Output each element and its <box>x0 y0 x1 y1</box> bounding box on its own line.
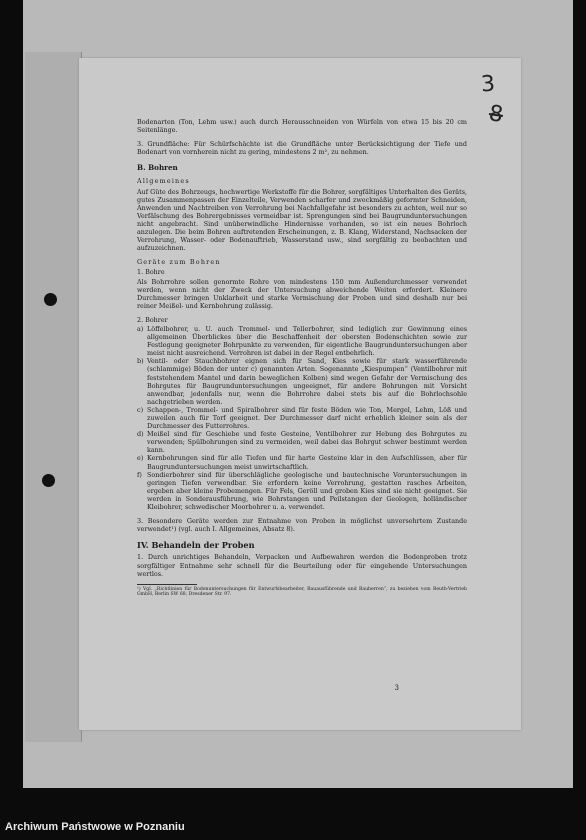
list-item: d) Meißel sind für Geschiebe und feste Gesteine, Ventilbohrer zur Hebung des Bohrgutes zu verwenden; Spülbohrungen sind zu vermeiden, weil dabei das Bohrgut schwer bestimmt werden kann. <box>137 430 467 455</box>
grundflaeche-paragraph: 3. Grundfläche: Für Schürfschächte ist die Grundfläche unter Berücksichtigung der Tiefe und Bodenart von vornherein nicht zu gering, mindestens 2 m², zu nehmen. <box>137 140 467 157</box>
list-item: c) Schappen-, Trommel- und Spiralbohrer sind für feste Böden wie Ton, Mergel, Lehm, Löß und zuweilen auch für Torf geeignet. Der Durchmesser darf nicht erheblich kleiner sein als der Durchmesser des Futterrohres. <box>137 405 467 431</box>
allgemeines-paragraph: Auf Güte des Bohrzeugs, hochwertige Werkstoffe für die Bohrer, sorgfältiges Unterhalten des Geräts, gutes Zusammenpassen der Einzelteile, Verwenden scharfer und zweckmäßig geformter Schneiden, Anwenden und Nachtreiben von Verrohrung bei Nachfallgefahr ist besonders zu achten, weil nur so Verfälschung des Bohrergebnisses vermeidbar ist. Sprengungen sind bei Baugrunduntersuchungen nicht angebracht. Sind unüberwindliche Hindernisse vorhanden, so ist ein neues Bohrloch anzulegen. Die beim Bohren auftretenden Erscheinungen, z. B. Klang, Widerstand, Nachsacken der Verrohrung, Wasser- oder Bodenauftrieb, Wasserstand usw., sind sorgfältig zu beobachten und aufzuzeichnen. <box>137 187 467 253</box>
list-item: e) Kernbohrungen sind für alle Tiefen und für harte Gesteine klar in den Aufschlüssen, aber für Baugrunduntersuchungen meist unwirtschaftlich. <box>137 454 467 471</box>
punch-hole <box>44 293 57 306</box>
list-item: f) Sondierbohrer sind für überschlägliche geologische und bautechnische Voruntersuchungen in geringen Tiefen verwendbar. Sie erfordern keine Verrohrung, gestatten rasches Arbeiten, ergeben aber kleine Probemengen. Für Fels, Geröll und groben Kies sind sie nicht geeignet. Sie werden in Sonderausführung, wie Bohrstangen und Peilstangen der Geologen, holländischer Kleibohrer, schwedischer Moorbohrer u. a. verwendet. <box>137 470 467 512</box>
bohre-paragraph: Als Bohrrohre sollen genormte Rohre von mindestens 150 mm Außendurchmesser verwendet werden, wenn nicht der Zweck der Untersuchung abweichende Weiten erfordert. Kleinere Durchmesser bringen Unklarheit und starke Vermischung der Proben und sind deshalb nur bei reiner Meißel- und Kernbohrung zulässig. <box>137 277 467 310</box>
section-iv-title: IV. Behandeln der Proben <box>137 540 255 551</box>
document-body <box>137 118 467 604</box>
section-b-title: B. Bohren <box>137 163 178 173</box>
besondere-paragraph: 3. Besondere Geräte werden zur Entnahme von Proben in möglichst unversehrtem Zustande verwendet¹) (vgl. auch I. Allgemeines, Absatz 8). <box>137 517 467 534</box>
punch-hole <box>42 474 55 487</box>
folder-edge <box>25 52 82 742</box>
list-item: b) Ventil- oder Stauchbohrer eignen sich für Sand, Kies sowie für stark wasserführende (schlammige) Böden der unter c) genannten Arten. Sogenannte „Kiespumpen“ (Ventilbohrer mit feststehendem Mantel und darin beweglichen Kolben) sind wegen Gefahr der Vermischung des Bohrgutes für Baugrunduntersuchungen ungeeignet, für andere Bohrungen mit Vorsicht anwendbar, jedenfalls nur, wenn die Bohrrohre dabei stets bis auf die Bohrlochsohle nachgetrieben werden. <box>137 357 467 406</box>
footnote: ¹) Vgl. „Richtlinien für Bodenuntersuchungen für Entwurfsbearbeiter, Bauausführende und Bauherren“, zu beziehen vom Beuth-Vertrieb GmbH, Berlin SW 68, Dresdener Str. 97. <box>137 586 467 598</box>
handwritten-page-number: 3 <box>480 71 496 98</box>
footnote-rule <box>137 584 197 585</box>
document-page <box>79 58 521 730</box>
geraete-title: Geräte zum Bohren <box>137 258 221 267</box>
list-item: a) Löffelbohrer, u. U. auch Trommel- und Tellerbohrer, sind lediglich zur Gewinnung eines allgemeinen Überblickes über die Beschaffenheit der obersten Bodenschichten sowie zur Festlegung geeigneter Bohrpunkte zu verwenden, für eigentliche Baugrunduntersuchungen aber meist nicht ausreichend. Verrohren ist dabei in der Regel entbehrlich. <box>137 324 467 358</box>
handwritten-struck-number: 8 <box>487 101 505 128</box>
bohrer-title: 2. Bohrer <box>137 315 168 324</box>
intro-paragraph: Bodenarten (Ton, Lehm usw.) auch durch Herausschneiden von Würfeln von etwa 15 bis 20 cm Seitenlänge. <box>137 118 467 135</box>
section-iv-paragraph: 1. Durch unrichtiges Behandeln, Verpacken und Aufbewahren werden die Bodenproben trotz sorgfältiger Entnahme sehr schnell für die Beurteilung oder für eingehende Untersuchungen wertlos. <box>137 553 467 578</box>
printed-page-number: 3 <box>394 684 399 692</box>
bohre-title: 1. Bohre <box>137 268 165 277</box>
archive-caption: Archiwum Państwowe w Poznaniu <box>5 821 185 833</box>
bohrer-list <box>137 325 467 511</box>
allgemeines-title: Allgemeines <box>137 177 190 186</box>
